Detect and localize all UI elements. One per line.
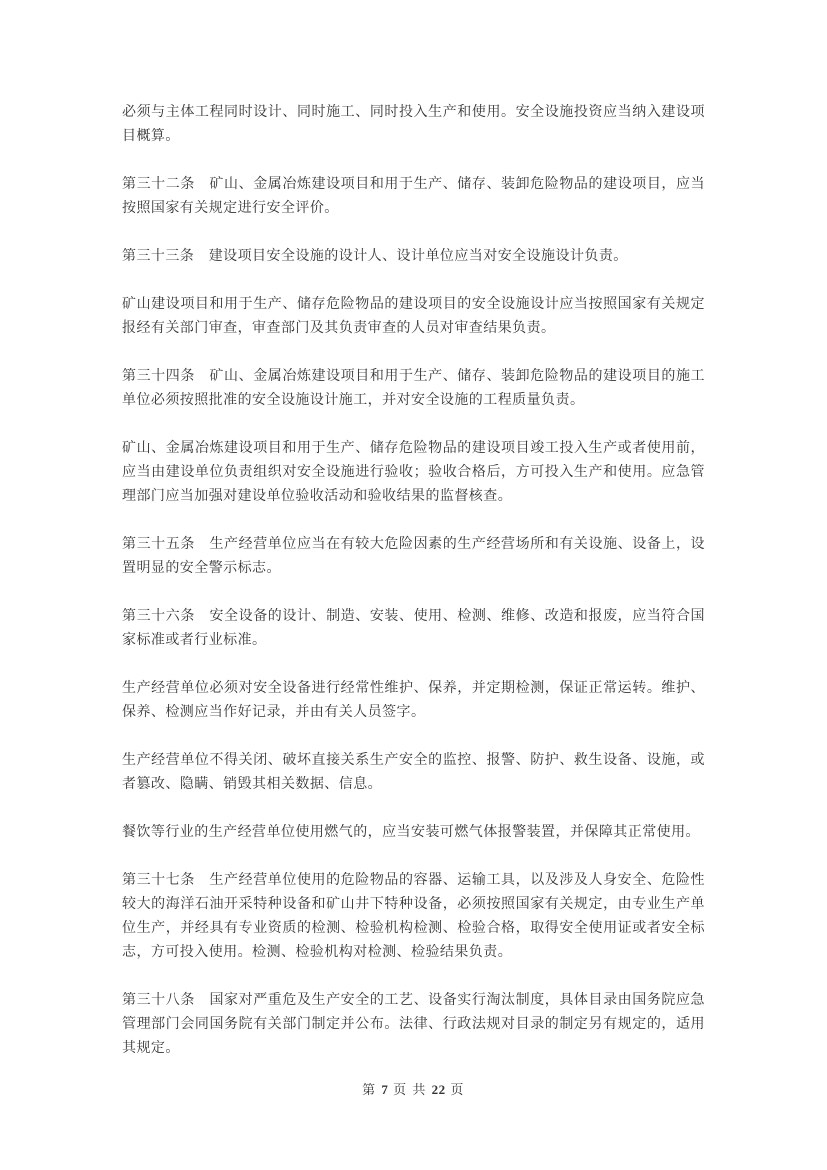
paragraph: 第三十六条 安全设备的设计、制造、安装、使用、检测、维修、改造和报废，应当符合国家标准或者行业标准。 — [122, 609, 705, 648]
footer-label-pages: 页 — [450, 1082, 465, 1097]
paragraph: 生产经营单位不得关闭、破坏直接关系生产安全的监控、报警、防护、救生设备、设施，或者篡改、隐瞒、销毁其相关数据、信息。 — [122, 753, 705, 792]
footer-label-page: 第 — [362, 1082, 377, 1097]
footer-label-of: 页 共 — [393, 1082, 427, 1097]
paragraph: 矿山建设项目和用于生产、储存危险物品的建设项目的安全设施设计应当按照国家有关规定报经有关部门审查，审查部门及其负责审查的人员对审查结果负责。 — [122, 297, 705, 336]
paragraph: 第三十二条 矿山、金属冶炼建设项目和用于生产、储存、装卸危险物品的建设项目，应当按照国家有关规定进行安全评价。 — [122, 177, 705, 216]
paragraph: 第三十三条 建设项目安全设施的设计人、设计单位应当对安全设施设计负责。 — [122, 249, 628, 264]
document-body — [122, 101, 705, 1061]
paragraph: 餐饮等行业的生产经营单位使用燃气的，应当安装可燃气体报警装置，并保障其正常使用。 — [122, 825, 700, 840]
footer-total-page-number: 22 — [431, 1082, 446, 1097]
paragraph: 第三十七条 生产经营单位使用的危险物品的容器、运输工具，以及涉及人身安全、危险性较大的海洋石油开采特种设备和矿山井下特种设备，必须按照国家有关规定，由专业生产单位生产，并经具有专业资质的检测、检验机构检测、检验合格，取得安全使用证或者安全标志，方可投入使用。检测、检验机构对检测、检验结果负责。 — [122, 873, 705, 960]
paragraph: 第三十八条 国家对严重危及生产安全的工艺、设备实行淘汰制度，具体目录由国务院应急管理部门会同国务院有关部门制定并公布。法律、行政法规对目录的制定另有规定的，适用其规定。 — [122, 993, 705, 1056]
paragraph: 第三十五条 生产经营单位应当在有较大危险因素的生产经营场所和有关设施、设备上，设置明显的安全警示标志。 — [122, 537, 705, 576]
paragraph: 生产经营单位必须对安全设备进行经常性维护、保养，并定期检测，保证正常运转。维护、保养、检测应当作好记录，并由有关人员签字。 — [122, 681, 705, 720]
paragraph: 必须与主体工程同时设计、同时施工、同时投入生产和使用。安全设施投资应当纳入建设项目概算。 — [122, 105, 705, 144]
paragraph: 第三十四条 矿山、金属冶炼建设项目和用于生产、储存、装卸危险物品的建设项目的施工单位必须按照批准的安全设施设计施工，并对安全设施的工程质量负责。 — [122, 369, 705, 408]
page-footer — [0, 1080, 827, 1100]
paragraph: 矿山、金属冶炼建设项目和用于生产、储存危险物品的建设项目竣工投入生产或者使用前，应当由建设单位负责组织对安全设施进行验收；验收合格后，方可投入生产和使用。应急管理部门应当加强对建设单位验收活动和验收结果的监督核查。 — [122, 441, 705, 504]
footer-current-page-number: 7 — [381, 1082, 389, 1097]
